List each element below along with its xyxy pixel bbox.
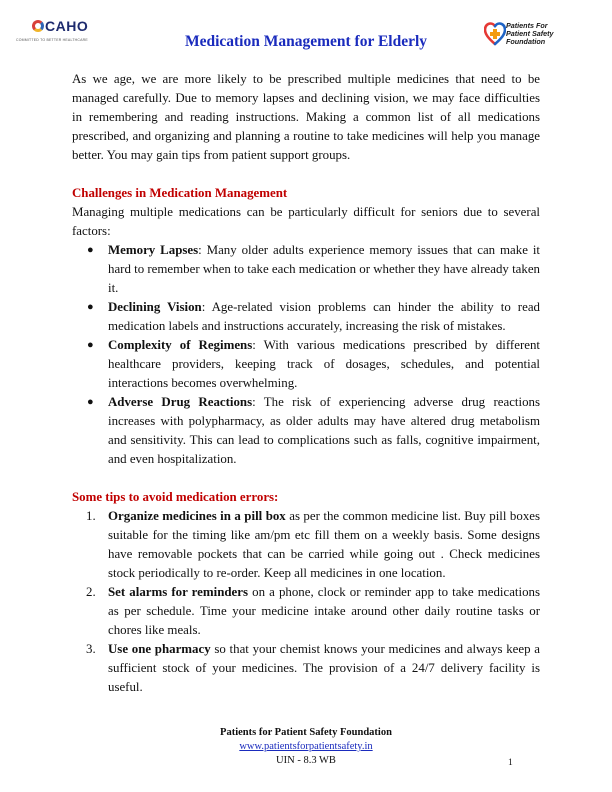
item-text: as per the common medicine list. Buy pill boxes suitable for the timing like am/pm etc fill them on a weekly basis. Some designs have removable pockets that can be carried while going out . Check medicines stock periodically to re-order. Keep all medicines in one location. — [108, 509, 540, 580]
document-title: Medication Management for Elderly — [184, 33, 428, 50]
item-text: : The risk of experiencing adverse drug reactions increases with polypharmacy, as older adults may have altered drug metabolism and sensitivity. This can lead to complications such as falls, cognitive impairment, and even hospitalization. — [108, 395, 540, 466]
pfpsf-logo-text: Patients For Patient Safety Foundation — [506, 21, 554, 46]
caho-wordmark — [32, 18, 88, 34]
page-number: 1 — [508, 758, 513, 768]
item-text: so that your chemist knows your medicines and always keep a sufficient stock of your medicines. The provision of a 24/7 delivery facility is useful. — [108, 642, 541, 694]
item-term: Adverse Drug Reactions — [108, 395, 253, 409]
caho-name: CAHO — [45, 18, 89, 34]
item-term: Complexity of Regimens — [108, 338, 253, 352]
footer-uin: UIN - 8.3 WB — [276, 755, 336, 766]
item-term: Use one pharmacy — [108, 642, 211, 656]
challenges-heading: Challenges in Medication Management — [72, 186, 288, 200]
bullet-icon: ● — [87, 301, 94, 313]
tips-heading: Some tips to avoid medication errors: — [72, 490, 279, 504]
intro-paragraph: As we age, we are more likely to be prescribed multiple medicines that need to be managed carefully. Due to memory lapses and declining vision, we may face difficulties in remembering and reading instructions. Making a common list of all medications prescribed, and organizing and planning a routine to take medicines will help you manage better. You may gain tips from patient support groups. — [72, 72, 540, 162]
list-item — [72, 640, 540, 697]
item-number: 1. — [86, 509, 96, 523]
page-footer — [0, 726, 612, 768]
caho-tagline: COMMITTED TO BETTER HEALTHCARE — [16, 38, 88, 42]
item-term: Organize medicines in a pill box — [108, 509, 286, 523]
list-item — [72, 336, 540, 393]
item-term: Memory Lapses — [108, 243, 199, 257]
list-item — [72, 298, 540, 336]
item-text: : Age-related vision problems can hinder the ability to read medication labels and instructions accurately, increasing the risk of mistakes. — [108, 300, 540, 333]
list-item — [72, 583, 540, 640]
pfpsf-logo — [484, 20, 584, 56]
bullet-icon: ● — [87, 339, 94, 351]
caho-ring-icon — [32, 20, 44, 32]
item-number: 2. — [86, 585, 96, 599]
list-item — [72, 393, 540, 469]
footer-website-link[interactable]: www.patientsforpatientsafety.in — [239, 741, 373, 752]
list-item — [72, 507, 540, 583]
heart-cross-icon — [484, 22, 506, 46]
challenges-lead: Managing multiple medications can be particularly difficult for seniors due to several factors: — [72, 205, 540, 238]
item-term: Set alarms for reminders — [108, 585, 249, 599]
item-number: 3. — [86, 642, 96, 656]
footer-org: Patients for Patient Safety Foundation — [220, 727, 392, 738]
challenges-list — [72, 241, 540, 469]
list-item — [72, 241, 540, 298]
item-text: : With various medications prescribed by different healthcare providers, keeping track of dosages, schedules, and potential interactions becomes overwhelming. — [108, 338, 540, 390]
item-text: : Many older adults experience memory issues that can make it hard to remember when to take each medication or whether they have already taken it. — [108, 243, 541, 295]
document-body — [72, 70, 540, 697]
tips-list — [72, 507, 540, 697]
bullet-icon: ● — [87, 244, 94, 256]
bullet-icon: ● — [87, 396, 94, 408]
item-text: on a phone, clock or reminder app to take medications as per schedule. Time your medicine intake around other daily routine tasks or chores like meals. — [108, 585, 540, 637]
item-term: Declining Vision — [108, 300, 202, 314]
